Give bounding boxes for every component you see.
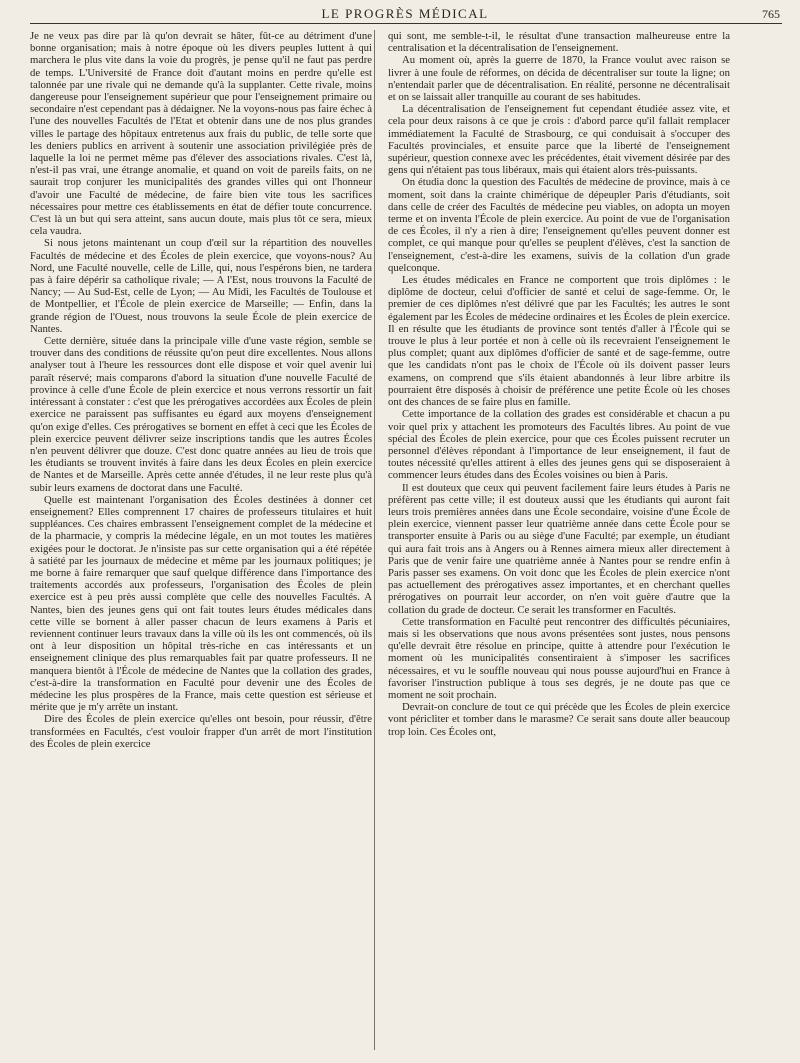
paragraph: Quelle est maintenant l'organisation des Écoles destinées à donner cet enseignement? Elles comprennent 17 chaires de professeurs titulaires et huit suppléances. Ces chaires embrassent l'enseignement complet de la médecine et de la pharmacie, y compris la médecine légale, en un mot toutes les matières exigées pour le doctorat. Je n'insiste pas sur cette organisation qui a été répétée à satiété par les journaux de médecine et même par les journaux politiques; je me borne à faire remarquer que sauf quelque différence dans l'importance des traitements accordés aux professeurs, l'organisation des Écoles de plein exercice est à peu près aussi complète que celle des nouvelles Facultés. A Nantes, bien des jeunes gens qui ont fait toutes leurs études médicales dans cette ville se bornent à aller passer chacun de leurs examens à Paris et reviennent continuer leurs travaux dans la ville où ils les ont commencés, où ils ont à leur disposition un hôpital très-riche en cas intéressants et un enseignement clinique des plus remarquables fait par quatre professeurs. Il ne manquera bientôt à l'École de médecine de Nantes que la collation des grades, c'est-à-dire la transformation en Faculté pour devenir une des Écoles de médecine les plus prospères de la France, mais cette question est sérieuse et mérite que je m'y arrête un instant. (30, 493, 372, 714)
paragraph: Dire des Écoles de plein exercice qu'elles ont besoin, pour réussir, d'être transformées en Facultés, c'est vouloir frapper d'un arrêt de mort l'institution des Écoles de plein exercice (30, 713, 372, 750)
paragraph: qui sont, me semble-t-il, le résultat d'une transaction malheureuse entre la centralisation et la décentralisation de l'enseignement. (388, 30, 730, 55)
column-divider (374, 30, 375, 1050)
paragraph: Les études médicales en France ne comportent que trois diplômes : le diplôme de docteur, celui d'officier de santé et celui de sage-femme. Or, le premier de ces diplômes n'est délivré que par les Facultés; les autres le sont également par les Écoles de médecine ordinaires et les Écoles de plein exercice. Il en résulte que les étudiants de province sont tentés d'aller à l'École qui se trouve le plus à leur portée et non à celle où ils recevraient l'enseignement le plus complet; quant aux diplômes d'officier de santé et de sage-femme, outre que les candidats n'ont pas le choix de l'École où ils doivent passer leurs examens, on comprend que s'ils étaient abandonnés à leur libre arbitre ils pourraient être disposés à choisir de préférence une petite École où les choses ont des chances de se faire plus en famille. (388, 274, 730, 409)
paragraph: Il est douteux que ceux qui peuvent facilement faire leurs études à Paris ne préfèrent pas cette ville; il est douteux aussi que les étudiants qui auront fait leurs trois premières années dans une École secondaire, voisine d'une École de plein exercice, viennent passer leur quatrième année dans cette École pour se transporter ensuite à Paris ou au siège d'une Faculté; par exemple, un étudiant qui aura fait trois ans à Angers ou à Rennes aimera mieux aller directement à Paris que de venir faire une quatrième année à Nantes pour se rendre enfin à Paris passer ses examens. On voit donc que les Écoles de plein exercice n'ont pas actuellement des prérogatives assez importantes, et en cherchant quelles prérogatives on pourrait leur accorder, on n'en voit guère d'autre que la collation du grade de docteur. Ce serait les transformer en Facultés. (388, 481, 730, 616)
paragraph: Cette dernière, située dans la principale ville d'une vaste région, semble se trouver dans des conditions de réussite qu'on peut dire excellentes. Nous allons analyser tout à l'heure les ressources dont elle dispose et voir quel avenir lui paraît réservé; mais comparons d'abord la situation d'une nouvelle Faculté de province à celle d'une École de plein exercice et nous verrons ressortir un fait intéressant à constater : c'est que les prérogatives accordées aux Écoles de plein exercice ne paraissent pas suffisantes eu égard aux moyens d'enseignement qu'on exige d'elles. Ces prérogatives se bornent en effet à ceci que les Écoles de plein exercice peuvent délivrer seize inscriptions tandis que les autres Écoles n'en peuvent délivrer que douze. C'est donc quatre années au lieu de trois que les étudiants se trouvent invités à faire dans les deux Écoles en plein exercice de Nantes et de Marseille. Après cette année d'études, il ne leur reste plus qu'à subir leurs examens de doctorat dans une Faculté. (30, 335, 372, 494)
left-column (30, 30, 372, 750)
page-header (30, 6, 780, 28)
paragraph: Devrait-on conclure de tout ce qui précède que les Écoles de plein exercice vont péricliter et tomber dans le marasme? Ce serait sans doute aller beaucoup trop loin. Ces Écoles ont, (388, 701, 730, 738)
paragraph: Au moment où, après la guerre de 1870, la France voulut avec raison se livrer à une foule de réformes, on décida de décentraliser sur toute la ligne; on n'entendait parler que de décentralisation. En réalité, personne ne décentralisait et on se laissait aller tranquille au courant de ses habitudes. (388, 54, 730, 104)
paragraph: La décentralisation de l'enseignement fut cependant étudiée assez vite, et cela pour deux raisons à ce que je crois : d'abord parce qu'il fallait remplacer immédiatement la Faculté de Strasbourg, ce qui conduisait à s'occuper des Facultés provinciales, et ensuite parce que la liberté de l'enseignement supérieur, question connexe avec les précédentes, était vivement désirée par des gens qui n'étaient pas tous libéraux, mais qui étaient alors très-puissants. (388, 103, 730, 177)
paragraph: Cette importance de la collation des grades est considérable et chacun a pu voir quel prix y attachent les promoteurs des Facultés libres. Au point de vue spécial des Écoles de plein exercice, pour que ces Écoles puissent recruter un personnel d'élèves répondant à l'importance de leur enseignement, il faut de toutes nécessité qu'elles attirent à elles des jeunes gens qui se disposeraient à commencer leurs études dans des Écoles voisines ou bien à Paris. (388, 408, 730, 482)
header-rule (30, 23, 782, 24)
page-number: 765 (762, 7, 780, 21)
journal-title: LE PROGRÈS MÉDICAL (321, 6, 489, 21)
right-column (388, 30, 730, 738)
paragraph: On étudia donc la question des Facultés de médecine de province, mais à ce moment, soit dans la crainte chimérique de dépeupler Paris d'étudiants, soit dans celle de créer des Facultés de médecine peu viables, on adopta un moyen terme et on inventa l'École de plein exercice. Au point de vue de l'organisation de ces Écoles, il n'y a rien à dire; l'enseignement qu'elles peuvent donner est complet, ce qui manque pour qu'elles se peuplent d'élèves, c'est la sanction de l'enseignement, c'est-à-dire les examens, suivis de la collation d'un grade quelconque. (388, 176, 730, 274)
paragraph: Je ne veux pas dire par là qu'on devrait se hâter, fût-ce au détriment d'une bonne organisation; mais à notre époque où les divers peuples luttent à qui marchera le plus vite dans la voie du progrès, je pense qu'il ne faut pas perdre de temps. L'Université de France doit d'autant moins en perdre qu'elle est talonnée par une rivale qui ne demande qu'à la supplanter. Cette rivale, moins dangereuse pour l'enseignement supérieur que pour l'enseignement primaire ou secondaire n'est cependant pas à dédaigner. Ne la voyons-nous pas faire échec à l'une des nouvelles Facultés de l'Etat et obtenir dans une de nos plus grandes villes le partage des hôpitaux entretenus aux frais du public, de telle sorte que les deniers publics en arrivent à soutenir une association privilégiée près de laquelle la loi ne permet même pas d'élever des associations rivales. C'est là, n'est-il pas vrai, une étrange anomalie, et quand on voit de pareils faits, on ne saurait trop conjurer les municipalités des grandes villes qui ont l'honneur d'avoir une Faculté de médecine, de faire bien vite tous les sacrifices nécessaires pour mettre ces établissements en état de défier toute concurrence. C'est là un but qui sera atteint, sans aucun doute, mais plus tôt ce sera, mieux cela vaudra. (30, 30, 372, 238)
paragraph: Si nous jetons maintenant un coup d'œil sur la répartition des nouvelles Facultés de médecine et des Écoles de plein exercice, que voyons-nous? Au Nord, une Faculté nouvelle, celle de Lille, qui, nous l'espérons bien, ne tardera pas à faire dépérir sa catholique rivale; — A l'Est, nous trouvons la Faculté de Nancy; — Au Sud-Est, celle de Lyon; — Au Midi, les Facultés de Toulouse et de Montpellier, et l'École de plein exercice de Marseille; — Enfin, dans la grande région de l'Ouest, nous trouvons la seule École de plein exercice de Nantes. (30, 237, 372, 335)
paragraph: Cette transformation en Faculté peut rencontrer des difficultés pécuniaires, mais si les observations que nous avons présentées sont justes, nous pensons qu'elle devrait être résolue en principe, quitte à attendre pour l'exécution le moment où les municipalités consentiraient à s'imposer les sacrifices nécessaires, et vu le souffle nouveau qui nous pousse aujourd'hui en France à favoriser l'instruction publique à tous ses degrés, je ne doute pas que ce moment ne soit prochain. (388, 615, 730, 701)
